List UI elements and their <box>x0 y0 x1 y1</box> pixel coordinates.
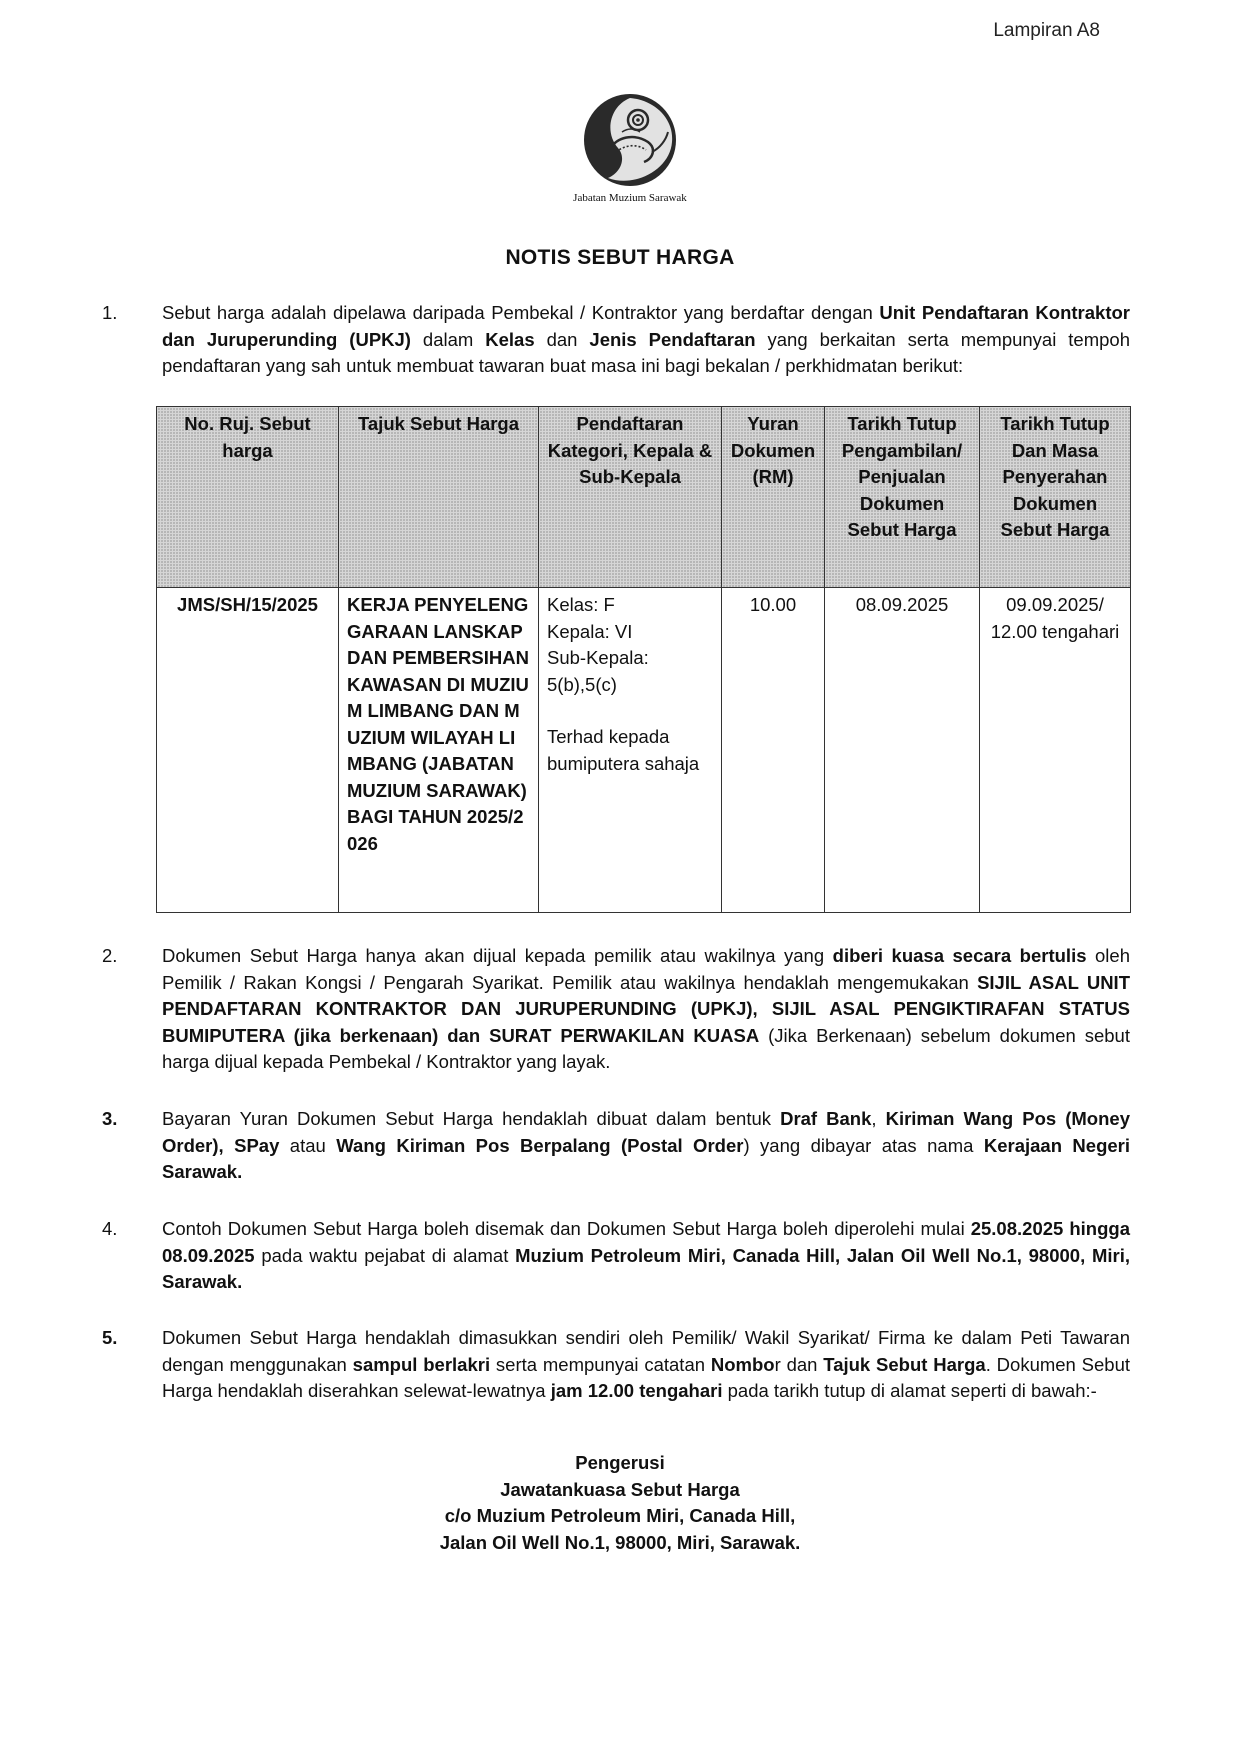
department-logo <box>560 92 700 204</box>
header-collection-deadline: Tarikh Tutup Pengambilan/ Penjualan Dokumen Sebut Harga <box>825 407 980 588</box>
header-fee: Yuran Dokumen (RM) <box>722 407 825 588</box>
header-title: Tajuk Sebut Harga <box>339 407 539 588</box>
paragraph-run: Sebut harga adalah dipelawa daripada Pembekal / Kontraktor yang berdaftar dengan <box>162 302 880 323</box>
paragraph-run: Bayaran Yuran Dokumen Sebut Harga hendaklah dibuat dalam bentuk <box>162 1108 781 1129</box>
paragraph-run: Contoh Dokumen Sebut Harga boleh disemak dan Dokumen Sebut Harga boleh diperolehi mulai <box>162 1218 971 1239</box>
address-line: Jawatankuasa Sebut Harga <box>500 1478 740 1500</box>
paragraph-run: diberi kuasa secara bertulis <box>832 945 1087 966</box>
cell-kepala: Kepala: VI <box>547 620 633 642</box>
paragraph-run: Nombo <box>710 1353 775 1375</box>
header-submission-deadline: Tarikh Tutup Dan Masa Penyerahan Dokumen Sebut Harga <box>980 407 1131 588</box>
paragraph-run: SIJIL ASAL UNIT PENDAFTARAN KONTRAKTOR DAN JURUPERUNDING (UPKJ), SIJIL ASAL PENGIKTIRAFAN STATUS BUMIPUTERA (jika berkenaan) dan SURAT PERWAKILAN KUASA <box>162 971 1130 1046</box>
paragraph-run: r dan <box>774 1353 824 1375</box>
cell-kelas: Kelas: F <box>547 594 615 615</box>
cell-restriction: Terhad kepada bumiputera sahaja <box>547 726 700 774</box>
paragraph-run: dan <box>534 328 590 350</box>
cell-category <box>539 588 722 913</box>
paragraph-run: Wang Kiriman Pos Berpalang (Postal Order <box>336 1134 744 1156</box>
cell-ref: JMS/SH/15/2025 <box>157 588 339 913</box>
paragraph-5 <box>162 1325 1130 1405</box>
quotation-table <box>156 406 1131 913</box>
paragraph-run: , <box>871 1108 886 1129</box>
paragraph-run: Dokumen Sebut Harga hendaklah dimasukkan sendiri oleh Pemilik/ Wakil Syarikat/ Firma ke dalam Peti Tawaran dengan menggunakan <box>162 1327 1130 1375</box>
cell-fee: 10.00 <box>722 588 825 913</box>
paragraph-run: Kelas <box>485 328 535 350</box>
paragraph-run: Tajuk Sebut Harga <box>823 1353 986 1375</box>
paragraph-run: jam 12.00 tengahari <box>550 1380 723 1401</box>
paragraph-run: Kerajaan Negeri Sarawak. <box>162 1134 1131 1182</box>
address-line: Jalan Oil Well No.1, 98000, Miri, Sarawak. <box>439 1531 801 1553</box>
paragraph-run: (Jika Berkenaan) sebelum dokumen sebut harga dijual kepada Pembekal / Kontraktor yang layak. <box>162 1024 1130 1072</box>
cell-sub-kepala: Sub-Kepala: 5(b),5(c) <box>547 647 649 695</box>
paragraph-run: ) yang dibayar atas nama <box>743 1134 984 1156</box>
paragraph-run: oleh Pemilik / Rakan Kongsi / Pengarah Syarikat. Pemilik atau wakilnya hendaklah mengemukakan <box>162 945 1130 993</box>
paragraph-run: yang berkaitan serta mempunyai tempoh pendaftaran yang sah untuk membuat tawaran buat masa ini bagi bekalan / perkhidmatan berikut: <box>162 328 1130 376</box>
address-line: c/o Muzium Petroleum Miri, Canada Hill, <box>444 1505 796 1526</box>
paragraph-run: pada waktu pejabat di alamat <box>254 1244 516 1266</box>
cell-collection-date: 08.09.2025 <box>825 588 980 913</box>
attachment-label: Lampiran A8 <box>993 20 1100 41</box>
paragraph-3 <box>162 1106 1130 1186</box>
paragraph-run: pada tarikh tutup di alamat seperti di bawah:- <box>722 1380 1097 1401</box>
paragraph-run: sampul berlakri <box>352 1353 491 1375</box>
item-number: 3. <box>102 1108 118 1129</box>
address-block <box>0 1450 1240 1556</box>
cell-submission-time: 12.00 tengahari <box>990 620 1120 642</box>
paragraph-run: Kiriman Wang Pos (Money Order), SPay <box>162 1108 1130 1156</box>
cell-title: KERJA PENYELENGGARAAN LANSKAP DAN PEMBERSIHAN KAWASAN DI MUZIUM LIMBANG DAN MUZIUM WILAYAH LIMBANG (JABATAN MUZIUM SARAWAK) BAGI TAHUN 2025/2026 <box>339 588 539 913</box>
muzium-logo-icon <box>582 92 678 188</box>
paragraph-run: Jenis Pendaftaran <box>589 328 756 350</box>
paragraph-run: dalam <box>410 328 486 350</box>
table-header-row <box>157 407 1131 588</box>
table-row <box>157 588 1131 913</box>
paragraph-run: atau <box>279 1134 337 1156</box>
logo-caption: Jabatan Muzium Sarawak <box>573 192 687 204</box>
document-title: NOTIS SEBUT HARGA <box>505 246 735 269</box>
item-number: 2. <box>102 945 118 966</box>
paragraph-run: serta mempunyai catatan <box>490 1353 711 1375</box>
item-number: 5. <box>102 1327 118 1348</box>
paragraph-run: . Dokumen Sebut Harga hendaklah diserahkan selewat-lewatnya <box>162 1353 1131 1401</box>
cell-submission-date: 09.09.2025/ <box>1006 594 1104 615</box>
paragraph-2 <box>162 943 1130 1076</box>
header-category: Pendaftaran Kategori, Kepala & Sub-Kepala <box>539 407 722 588</box>
cell-submission-deadline <box>980 588 1131 913</box>
paragraph-run: Dokumen Sebut Harga hanya akan dijual kepada pemilik atau wakilnya yang <box>162 945 833 966</box>
item-number: 1. <box>102 302 118 323</box>
paragraph-run: Muzium Petroleum Miri, Canada Hill, Jalan Oil Well No.1, 98000, Miri, Sarawak. <box>162 1244 1130 1292</box>
paragraph-run: Unit Pendaftaran Kontraktor dan Juruperunding (UPKJ) <box>162 302 1130 350</box>
paragraph-1 <box>162 300 1130 380</box>
header-ref: No. Ruj. Sebut harga <box>157 407 339 588</box>
item-number: 4. <box>102 1218 118 1239</box>
paragraph-run: 25.08.2025 hingga 08.09.2025 <box>162 1218 1130 1266</box>
paragraph-run: Draf Bank <box>780 1108 872 1129</box>
address-line: Pengerusi <box>575 1452 665 1473</box>
paragraph-4 <box>162 1216 1130 1296</box>
